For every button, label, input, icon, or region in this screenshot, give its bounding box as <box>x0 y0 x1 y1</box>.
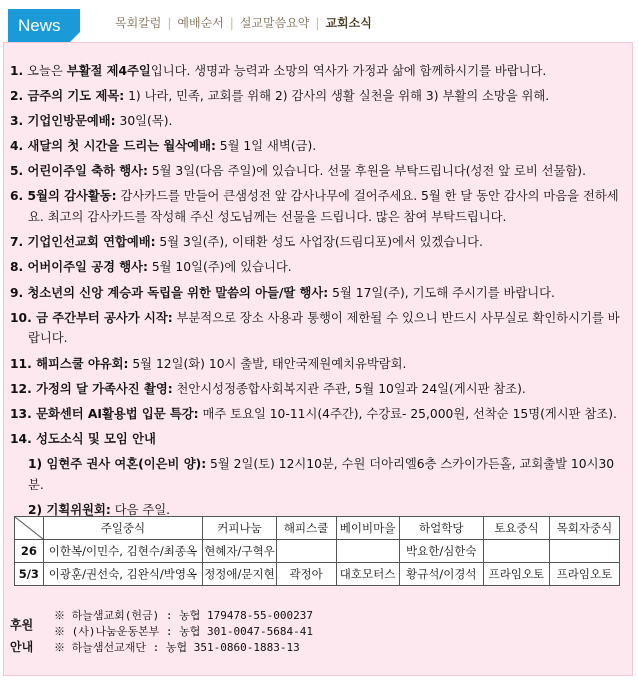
news-item-num: 1. <box>10 64 24 78</box>
news-item-9 <box>10 283 628 304</box>
news-item-text: 부분적으로 장소 사용과 통행이 제한될 수 있으니 반드시 사무실로 확인하시기를 바랍니다. <box>28 310 620 346</box>
table-date-cell: 26 <box>15 540 44 563</box>
diagonal-line-icon <box>15 517 43 539</box>
table-row <box>15 563 620 586</box>
news-item-text: 5월 3일(주), 이태환 성도 사업장(드림디포)에서 있겠습니다. <box>155 235 483 250</box>
nav-separator: | <box>229 16 234 30</box>
news-item-title: 기업인선교회 연합예배: <box>23 235 156 250</box>
news-item-text: 입니다. 생명과 능력과 소망의 역사가 가정과 삶에 함께하시기를 바랍니다. <box>150 64 547 78</box>
news-item-num: 6. <box>10 189 24 204</box>
table-cell: 프라임오토 <box>483 563 549 586</box>
news-item-num: 5. <box>10 164 24 179</box>
news-item-title: 해피스쿨 야유회: <box>31 356 129 371</box>
news-item-num: 7. <box>10 235 24 250</box>
news-item-text: 30일(목). <box>115 114 173 129</box>
news-item-14 <box>10 429 628 450</box>
header-bar <box>0 0 638 42</box>
news-item-text: 5월 3일(다음 주일)에 있습니다. 선물 후원을 부탁드립니다(성전 앞 로비 선물함). <box>147 164 587 179</box>
table-cell: 박요한/심한숙 <box>399 540 483 563</box>
news-item-title: 성도소식 및 모임 안내 <box>31 431 156 446</box>
news-item-3 <box>10 111 628 132</box>
table-header-cell: 베이비마을 <box>336 517 399 540</box>
service-schedule-table <box>14 516 620 586</box>
table-date-cell: 5/3 <box>15 563 44 586</box>
table-header-row <box>15 517 620 540</box>
news-item-num: 12. <box>10 381 32 396</box>
logo-corner-decoration <box>70 32 80 42</box>
table-cell: 이광훈/권선숙, 김완식/박영옥 <box>43 563 203 586</box>
news-item-title: 부활절 제4주일 <box>66 64 151 78</box>
news-item-num: 3. <box>10 114 24 129</box>
table-row <box>15 540 620 563</box>
news-item-num: 13. <box>10 406 32 421</box>
news-item-num: 4. <box>10 139 24 154</box>
sub-item-1 <box>10 454 628 496</box>
news-item-title: 5월의 감사활동: <box>23 189 117 204</box>
sub-item-text: 5월 2일(토) 12시10분, 수원 더아리엘6층 스카이가든홀, 교회출발 10시30분. <box>28 456 615 492</box>
sub-item-title: 1) 임현주 권사 여혼(이은비 양): <box>28 456 207 471</box>
table-header-cell: 커피나눔 <box>203 517 277 540</box>
news-item-7 <box>10 232 628 253</box>
news-item-text: 5월 17일(주), 기도해 주시기를 바랍니다. <box>328 285 555 300</box>
news-item-text: 천안시성정종합사회복지관 주관, 5월 10일과 24일(게시판 참조). <box>172 381 526 396</box>
news-item-5 <box>10 161 628 182</box>
table-cell <box>336 540 399 563</box>
news-logo <box>8 9 80 42</box>
donation-label-line: 후원 <box>10 618 34 632</box>
table-cell: 황규석/이경석 <box>399 563 483 586</box>
news-item-1 <box>10 61 628 82</box>
table-cell: 프라임오토 <box>549 563 619 586</box>
table-corner-cell <box>15 517 44 540</box>
news-item-title: 청소년의 신앙 계승과 독립을 위한 말씀의 아들/딸 행사: <box>23 285 329 300</box>
table-header-cell: 토요중식 <box>483 517 549 540</box>
nav-worship-order[interactable]: 예배순서 <box>177 16 224 30</box>
nav-separator: | <box>315 16 320 30</box>
news-item-title: 금주의 기도 제목: <box>23 89 125 104</box>
news-item-title: 어린이주일 축하 행사: <box>23 164 148 179</box>
news-item-text: 감사카드를 만들어 큰샘성전 앞 감사나무에 걸어주세요. 5월 한 달 동안 감사의 마음을 전하세요. 최고의 감사카드를 작성해 주신 성도님께는 선물을 드립니다. 많은 참여 부탁드립니다. <box>28 189 619 225</box>
news-list <box>10 61 628 524</box>
news-item-13 <box>10 404 628 425</box>
news-item-title: 기업인방문예배: <box>23 114 116 129</box>
table-header-cell: 주일중식 <box>43 517 203 540</box>
news-item-12 <box>10 379 628 400</box>
sub-item-title: 2) 기획위원회: <box>28 502 111 517</box>
donation-accounts <box>54 608 454 656</box>
news-item-2 <box>10 86 628 107</box>
news-logo-text: News <box>18 16 61 35</box>
news-item-8 <box>10 257 628 278</box>
table-cell: 곽정아 <box>276 563 336 586</box>
news-item-title: 새달의 첫 시간을 드리는 월삭예배: <box>23 139 216 154</box>
news-item-num: 8. <box>10 260 24 275</box>
news-item-11 <box>10 354 628 375</box>
sub-item-text: 다음 주일. <box>110 502 171 517</box>
donation-account: ※ 하늘샘교회(헌금) : 농협 179478-55-000237 <box>54 609 313 622</box>
news-item-num: 11. <box>10 356 32 371</box>
table-header-cell: 하얼학당 <box>399 517 483 540</box>
table-cell: 정정애/문지현 <box>203 563 277 586</box>
nav-sermon-summary[interactable]: 설교말씀요약 <box>239 16 310 30</box>
news-item-10 <box>10 308 628 350</box>
news-panel <box>3 42 633 676</box>
news-item-title: 금 주간부터 공사가 시작: <box>31 310 173 325</box>
news-item-text: 5월 12일(화) 10시 출발, 태안국제원예치유박람회. <box>128 356 407 371</box>
table-cell: 이한복/이민수, 김현수/최종옥 <box>43 540 203 563</box>
table-cell: 현혜자/구혁우 <box>203 540 277 563</box>
news-item-num: 10. <box>10 310 32 325</box>
news-item-text: 5월 10일(주)에 있습니다. <box>147 260 292 275</box>
table-cell <box>276 540 336 563</box>
news-item-text: 매주 토요일 10-11시(4주간), 수강료- 25,000원, 선착순 15명(게시판 참조). <box>198 406 617 421</box>
nav-separator: | <box>167 16 172 30</box>
news-item-text: 1) 나라, 민족, 교회를 위해 2) 감사의 생활 실천을 위해 3) 부활의 소망을 위해. <box>124 89 550 104</box>
table-header-cell: 해피스쿨 <box>276 517 336 540</box>
table-header-cell: 목회자중식 <box>549 517 619 540</box>
section-nav <box>115 14 372 31</box>
table-cell: 대호모터스 <box>336 563 399 586</box>
donation-label <box>10 614 38 658</box>
news-item-text: 5월 1일 새벽(금). <box>215 139 317 154</box>
table-cell <box>549 540 619 563</box>
news-item-title: 어버이주일 공경 행사: <box>23 260 148 275</box>
news-item-num: 9. <box>10 285 24 300</box>
news-item-title: 문화센터 AI활용법 입문 특강: <box>31 406 199 421</box>
nav-column[interactable]: 목회칼럼 <box>115 16 162 30</box>
news-item-4 <box>10 136 628 157</box>
news-item-num: 2. <box>10 89 24 104</box>
donation-label-line: 안내 <box>10 640 34 654</box>
donation-account: ※ 하늘샘선교재단 : 농협 351-0860-1883-13 <box>54 641 300 654</box>
news-item-title: 가정의 달 가족사진 촬영: <box>31 381 173 396</box>
news-item-text: 오늘은 <box>23 64 67 78</box>
donation-account: ※ (사)나눔운동본부 : 농협 301-0047-5684-41 <box>54 625 313 638</box>
news-item-num: 14. <box>10 431 32 446</box>
news-item-6 <box>10 186 628 228</box>
table-cell <box>483 540 549 563</box>
nav-church-news[interactable]: 교회소식 <box>325 16 372 30</box>
